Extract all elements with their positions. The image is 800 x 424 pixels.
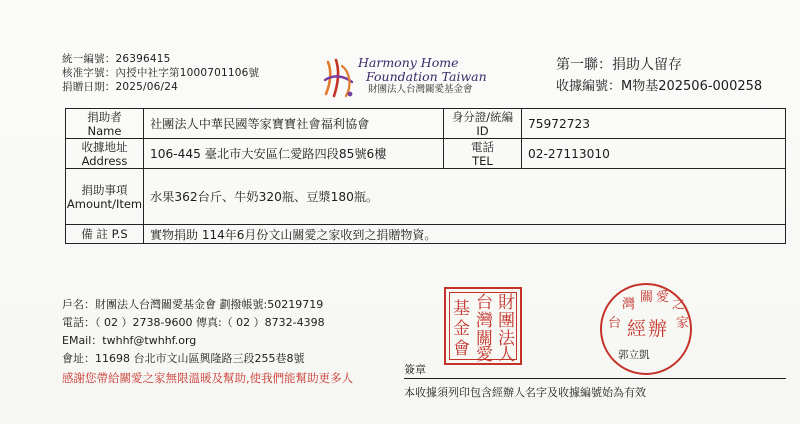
seal-char: 金 [453,319,470,339]
donation-date: 捐贈日期：2025/06/24 [62,81,179,93]
receipt-table [65,108,786,244]
row-remark [66,225,785,243]
foundation-logo [322,54,512,100]
item-label-zh: 捐助事項 [81,182,128,197]
tel-label-en: TEL [472,153,493,168]
signature-line [404,378,786,379]
round-seal-char: 台 [608,316,622,331]
address-info: 會址：11698 台北市文山區興隆路三段255巷8號 [62,352,305,365]
row-item [66,169,785,225]
row-donor [66,109,785,139]
address-value: 106-445 臺北市大安區仁愛路四段85號6樓 [144,139,444,168]
round-seal-char: 家 [676,316,690,331]
round-seal-char: 愛 [656,290,670,305]
item-value: 水果362台斤、牛奶320瓶、豆漿180瓶。 [150,190,379,204]
logo-chinese-name: 財團法人台灣關愛基金會 [368,84,473,95]
seal-char: 基 [453,299,470,319]
thanks-message: 感謝您帶給關愛之家無限溫暖及幫助,使我們能幫助更多人 [62,371,354,385]
validity-note: 本收據須列印包含經辦人名字及收據編號始為有效 [404,386,646,399]
id-value: 75972723 [528,116,591,131]
phone-info: 電話：（ 02 ）2738-9600 傳真:（ 02 ）8732-4398 [62,316,325,329]
seal-char: 台 [476,293,493,313]
harmony-logo-icon [322,54,362,100]
header-right [556,54,762,98]
seal-char: 灣 [476,311,493,331]
seal-char: 法 [498,329,515,349]
approval-number: 核准字號：內授中社字第1000701106號 [62,67,260,79]
tel-value: 02-27113010 [528,146,610,161]
account-info: 戶名：財團法人台灣關愛基金會 劃撥帳號:50219719 [62,298,324,311]
tel-label-zh: 電話 [471,139,494,154]
round-seal-char: 之 [672,297,686,312]
seal-char: 關 [476,329,493,349]
round-seal-center: 經辦 [627,318,670,340]
address-label [66,139,144,168]
round-seal-char: 灣 [622,297,636,312]
seal-char: 團 [498,311,515,331]
row-address [66,139,785,169]
remark-label: 備 註 P.S [66,225,144,243]
id-label [444,109,522,138]
donor-label-zh: 捐助者 [87,109,122,124]
foundation-seal-square [444,287,522,365]
copy-label: 第一聯：捐助人留存 [556,57,682,73]
handler-name: 郭立凱 [618,349,650,361]
id-label-zh: 身分證/統編 [451,109,514,124]
uniform-number: 統一編號：26396415 [62,53,171,65]
receipt-number: 收據編號：M物基202506-000258 [556,79,763,94]
address-label-en: Address [81,153,128,168]
signature-label: 簽章 [404,363,426,376]
seal-char: 人 [498,345,515,365]
seal-char: 愛 [476,345,493,365]
seal-char: 會 [453,339,470,359]
round-seal-char: 關 [640,290,654,305]
id-label-en: ID [476,123,489,138]
logo-english-line1: Harmony Home [358,55,459,70]
header-info [62,52,259,94]
seal-char: 財 [498,293,515,313]
donor-value: 社團法人中華民國等家寶寶社會福利協會 [144,109,444,138]
tel-label [444,139,522,168]
email-info: EMail：twhhf@twhhf.org [62,334,197,347]
logo-english-line2: Foundation Taiwan [366,69,487,84]
item-label [66,169,144,224]
footer-info [62,296,353,387]
donor-label [66,109,144,138]
remark-value: 實物捐助 114年6月份文山關愛之家收到之捐贈物資。 [150,227,437,242]
item-label-en: Amount/Item [66,196,143,211]
address-label-zh: 收據地址 [81,139,128,154]
donor-label-en: Name [87,123,122,138]
